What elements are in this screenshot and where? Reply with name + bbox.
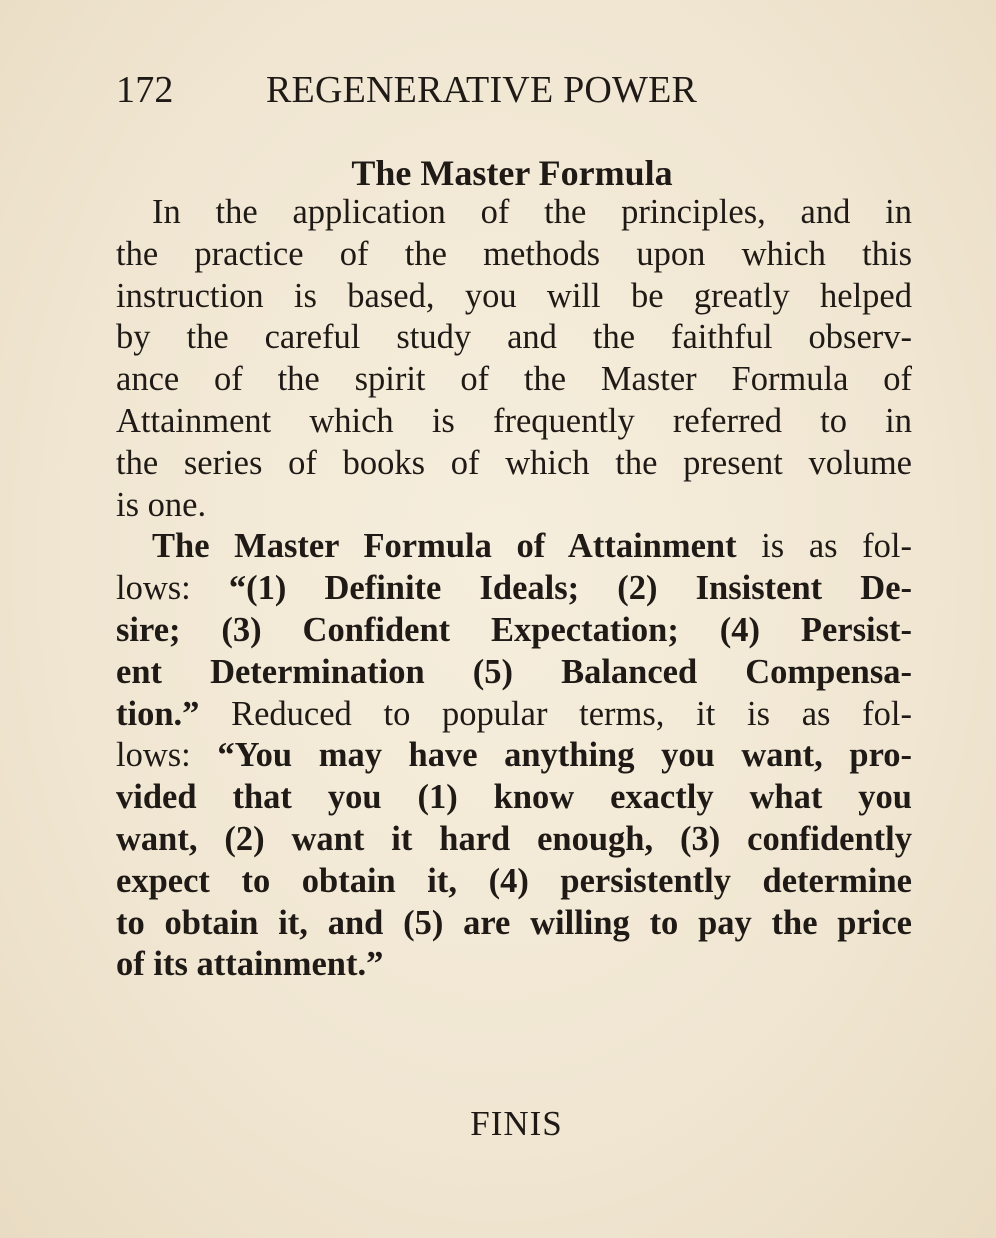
text-line: to obtain it, and (5) are willing to pay the price	[116, 903, 912, 942]
text-segment: lows:	[116, 736, 218, 775]
paragraph-2	[116, 526, 912, 986]
text-line: of its attainment.”	[116, 945, 384, 984]
section-heading: The Master Formula	[351, 153, 673, 193]
paragraph-1	[116, 192, 912, 526]
text-segment: “(1) Definite Ideals; (2) Insistent De-	[228, 569, 912, 608]
text-line: the practice of the methods upon which this	[116, 234, 912, 273]
text-segment: is as fol-	[736, 527, 912, 566]
text-line	[116, 526, 912, 568]
text-segment: “You may have anything you want, pro-	[217, 736, 912, 775]
text-line: by the careful study and the faithful observ-	[116, 318, 912, 357]
text-line: Attainment which is frequently referred to in	[116, 401, 912, 440]
text-line: ance of the spirit of the Master Formula of	[116, 360, 912, 399]
text-segment: tion.”	[116, 694, 200, 733]
text-line: want, (2) want it hard enough, (3) confidently	[116, 819, 912, 858]
text-line	[116, 694, 912, 736]
text-segment: The Master Formula of Attainment	[152, 527, 737, 566]
text-line: the series of books of which the present volume	[116, 443, 912, 482]
finis-label: FINIS	[470, 1104, 563, 1143]
text-line: sire; (3) Confident Expectation; (4) Persist-	[116, 610, 912, 649]
running-head	[116, 68, 916, 118]
text-line: vided that you (1) know exactly what you	[116, 778, 912, 817]
text-line: instruction is based, you will be greatly helped	[116, 276, 912, 315]
book-title: REGENERATIVE POWER	[266, 69, 698, 111]
text-line: expect to obtain it, (4) persistently determine	[116, 861, 912, 900]
text-line: ent Determination (5) Balanced Compensa-	[116, 652, 912, 691]
text-segment: lows:	[116, 569, 229, 608]
text-segment: Reduced to popular terms, it is as fol-	[199, 694, 912, 733]
body-text	[116, 192, 912, 986]
text-line	[116, 568, 912, 610]
text-line: is one.	[116, 485, 207, 524]
text-line	[116, 735, 912, 777]
page-number: 172	[116, 69, 174, 111]
text-line: In the application of the principles, and in	[152, 193, 912, 231]
